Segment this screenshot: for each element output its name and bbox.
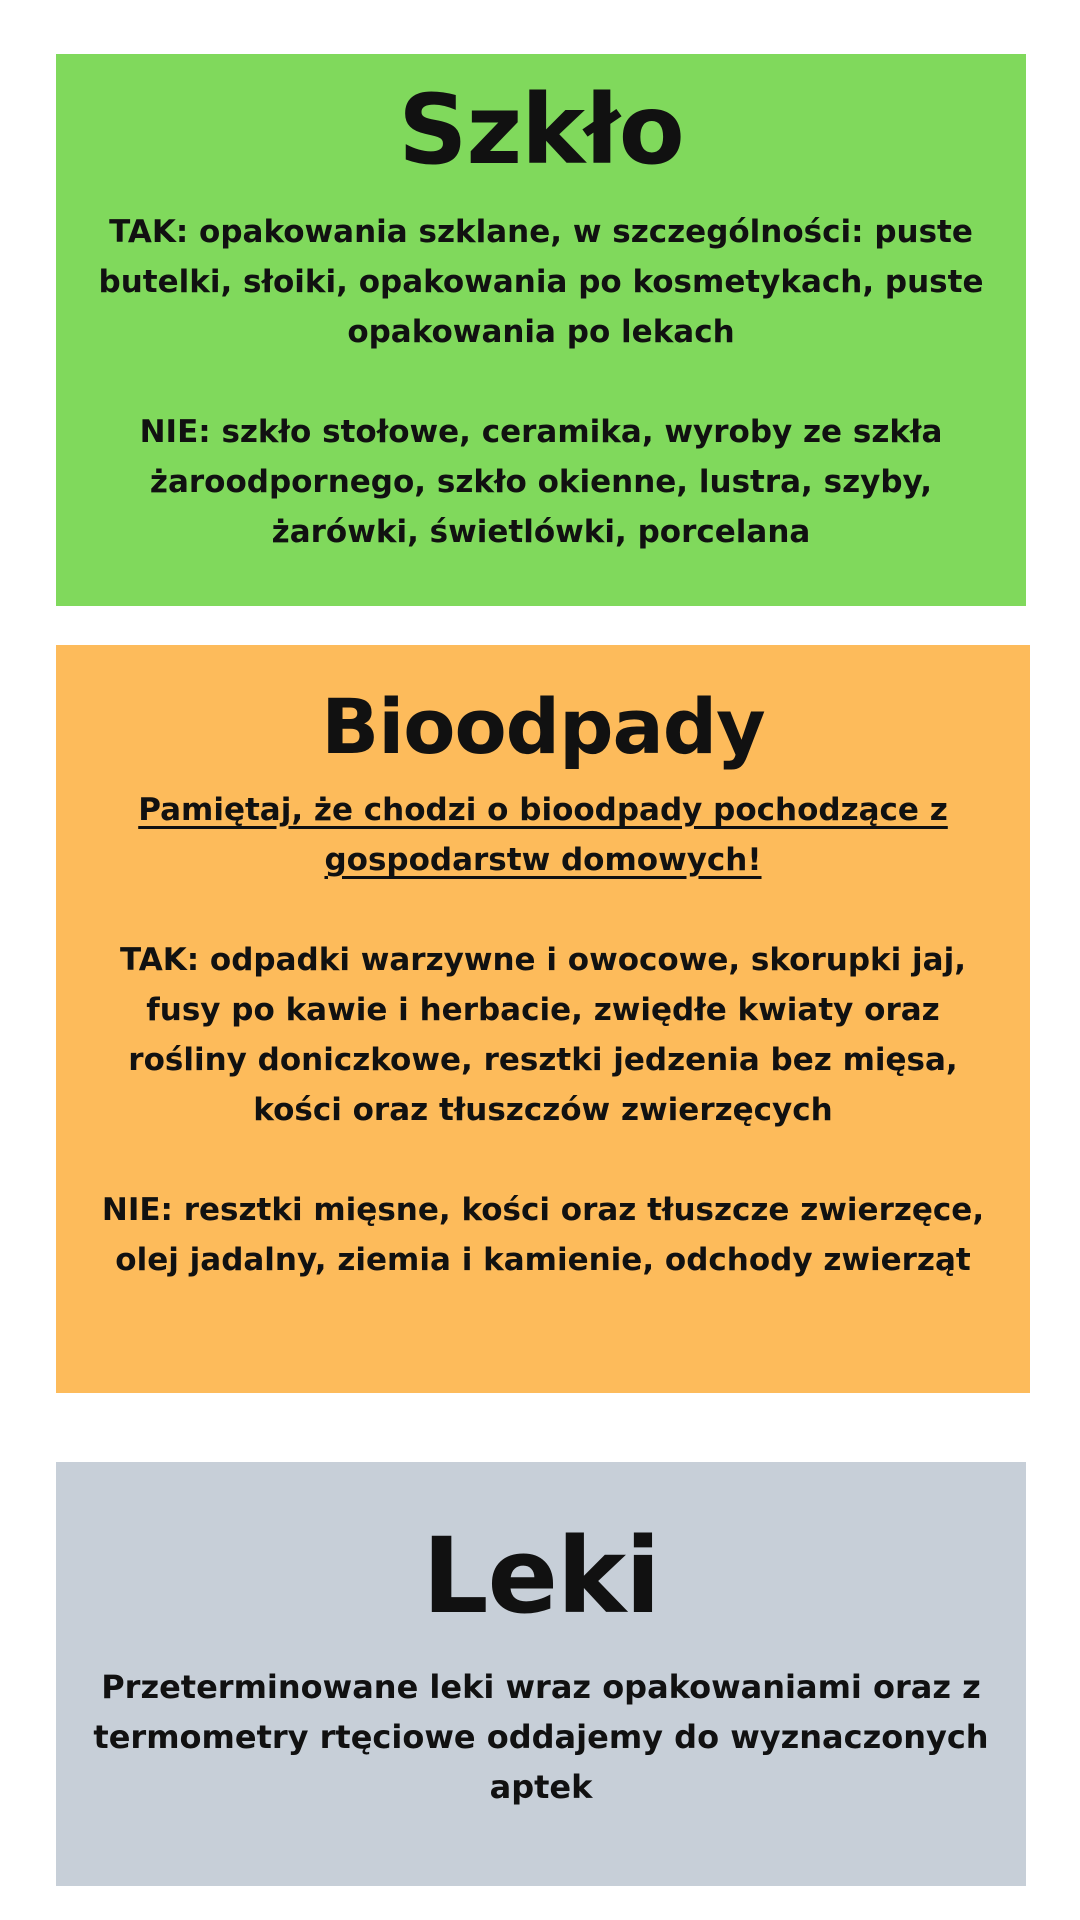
glass-card xyxy=(56,54,1026,606)
paragraph-spacer xyxy=(86,1135,1000,1185)
paragraph-spacer xyxy=(86,885,1000,935)
meds-text: Przeterminowane leki wraz opakowaniami oraz z termometry rtęciowe oddajemy do wyznaczonych aptek xyxy=(93,1668,989,1806)
meds-title: Leki xyxy=(422,1515,660,1637)
bio-yes-text: TAK: odpadki warzywne i owocowe, skorupki jaj, fusy po kawie i herbacie, zwiędłe kwiaty oraz rośliny doniczkowe, resztki jedzenia bez mięsa, kości oraz tłuszczów zwierzęcych xyxy=(119,942,966,1128)
meds-card xyxy=(56,1462,1026,1886)
glass-body xyxy=(86,207,996,557)
paragraph-spacer xyxy=(86,357,996,407)
bio-body xyxy=(86,785,1000,1285)
glass-title: Szkło xyxy=(398,74,684,186)
bio-title: Bioodpady xyxy=(321,682,765,771)
meds-body xyxy=(76,1662,1006,1812)
glass-no-text: NIE: szkło stołowe, ceramika, wyroby ze szkła żaroodpornego, szkło okienne, lustra, szyby, żarówki, świetlówki, porcelana xyxy=(139,414,943,550)
glass-yes-text: TAK: opakowania szklane, w szczególności: puste butelki, słoiki, opakowania po kosmetykach, puste opakowania po lekach xyxy=(98,214,984,350)
bio-note-text: Pamiętaj, że chodzi o bioodpady pochodzące z gospodarstw domowych! xyxy=(138,792,948,878)
bio-no-text: NIE: resztki mięsne, kości oraz tłuszcze zwierzęce, olej jadalny, ziemia i kamienie, odchody zwierząt xyxy=(101,1192,985,1278)
bio-card xyxy=(56,645,1030,1393)
